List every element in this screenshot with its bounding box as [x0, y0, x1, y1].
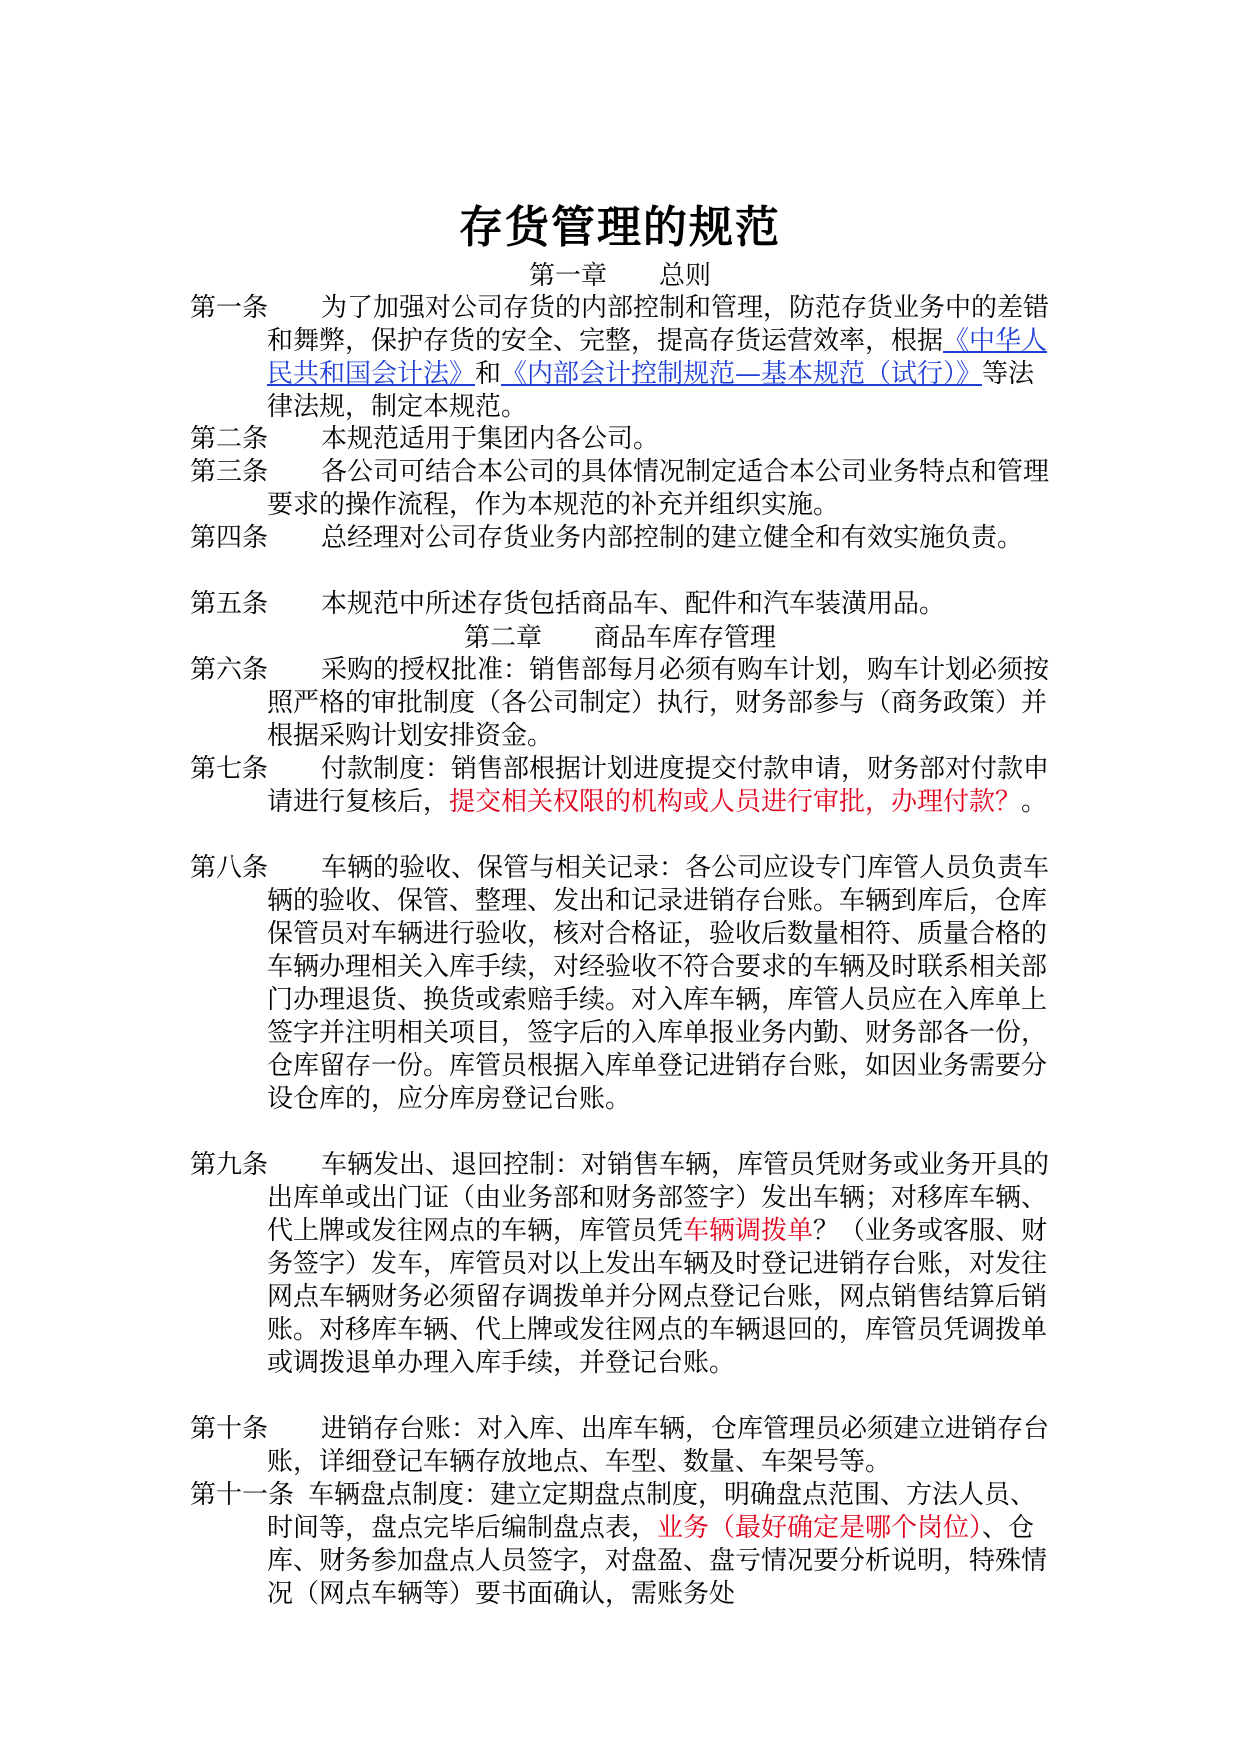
article-text — [267, 522, 1050, 555]
article-text-part: 为了加强对公司存货的内部控制和管理，防范存货业务中的差错和舞弊，保护存货的安全、完整，提高存货运营效率，根据 — [267, 293, 1050, 356]
chapter-heading-2: 第二章 商品车库存管理 — [463, 623, 776, 653]
article-number: 第八条 — [190, 853, 269, 883]
highlighted-comment: 车辆调拨单 — [683, 1216, 814, 1246]
article-number: 第四条 — [190, 523, 269, 553]
article-text-part: 总经理对公司存货业务内部控制的建立健全和有效实施负责。 — [321, 523, 1024, 553]
article-number: 第六条 — [190, 655, 269, 685]
article-text-part: ？（业务或客服、财务签字）发车，库管员对以上发出车辆及时登记进销存台账，对发往网点车辆财务必须留存调拨单并分网点登记台账，网点销售结算后销账。对移库车辆、代上牌或发往网点的车辆退回的，库管员凭调拨单或调拨退单办理入库手续，并登记台账。 — [267, 1216, 1048, 1378]
article-11 — [190, 1479, 1050, 1611]
article-7 — [190, 753, 1050, 819]
article-text-part: 进销存台账：对入库、出库车辆，仓库管理员必须建立进销存台账，详细登记车辆存放地点、车型、数量、车架号等。 — [267, 1414, 1050, 1477]
article-text — [267, 1413, 1050, 1479]
document-title: 存货管理的规范 — [459, 202, 781, 253]
article-text — [267, 753, 1050, 819]
article-1 — [190, 292, 1050, 424]
article-number: 第十条 — [190, 1414, 269, 1444]
article-2 — [190, 423, 1050, 456]
article-text-part: 本规范适用于集团内各公司。 — [321, 424, 660, 454]
chapter-heading-1: 第一章 总则 — [528, 261, 711, 291]
article-10 — [190, 1413, 1050, 1479]
article-text — [267, 1149, 1050, 1380]
article-text-part: 、仓库、财务参加盘点人员签字，对盘盈、盘亏情况要分析说明，特殊情况（网点车辆等）要书面确认，需账务处 — [267, 1513, 1048, 1609]
article-number: 第一条 — [190, 293, 269, 323]
article-number: 第二条 — [190, 424, 269, 454]
article-5 — [190, 588, 1050, 621]
article-text-part: 付款制度：销售部根据计划进度提交付款申请，财务部对付款申请进行复核后， — [267, 754, 1050, 817]
article-text — [267, 456, 1050, 522]
article-8 — [190, 852, 1050, 1116]
article-number: 第五条 — [190, 589, 269, 619]
article-text-part: 本规范中所述存货包括商品车、配件和汽车装潢用品。 — [321, 589, 946, 619]
article-text-part: 车辆的验收、保管与相关记录：各公司应设专门库管人员负责车辆的验收、保管、整理、发出和记录进销存台账。车辆到库后，仓库保管员对车辆进行验收，核对合格证，验收后数量相符、质量合格的车辆办理相关入库手续，对经验收不符合要求的车辆及时联系相关部门办理退货、换货或索赔手续。对入库车辆，库管人员应在入库单上签字并注明相关项目，签字后的入库单报业务内勤、财务部各一份，仓库留存一份。库管员根据入库单登记进销存台账，如因业务需要分设仓库的，应分库房登记台账。 — [267, 853, 1050, 1114]
law-link-accounting[interactable]: 《中华人民共和国会计法》 — [267, 326, 1048, 389]
article-text-part: 和 — [475, 359, 502, 389]
article-text-part: 各公司可结合本公司的具体情况制定适合本公司业务特点和管理要求的操作流程，作为本规范的补充并组织实施。 — [267, 457, 1050, 520]
highlighted-comment: 业务（最好确定是哪个岗位） — [657, 1513, 983, 1543]
article-text — [267, 292, 1050, 424]
article-9 — [190, 1149, 1050, 1380]
article-text — [267, 588, 1050, 621]
article-4 — [190, 522, 1050, 555]
article-number: 第七条 — [190, 754, 269, 784]
article-number: 第三条 — [190, 457, 269, 487]
article-number: 第十一条 — [190, 1480, 295, 1510]
article-text-part: 车辆盘点制度：建立定期盘点制度，明确盘点范围、方法人员、时间等，盘点完毕后编制盘点表， — [267, 1480, 1037, 1543]
article-text-part: 车辆发出、退回控制：对销售车辆，库管员凭财务或业务开具的出库单或出门证（由业务部和财务部签字）发出车辆；对移库车辆、代上牌或发往网点的车辆，库管员凭 — [267, 1150, 1050, 1246]
highlighted-comment: 提交相关权限的机构或人员进行审批，办理付款？ — [449, 787, 1022, 817]
article-number: 第九条 — [190, 1150, 269, 1180]
article-text-part: 等法律法规，制定本规范。 — [267, 359, 1035, 422]
article-6 — [190, 654, 1050, 753]
article-text-part: 采购的授权批准：销售部每月必须有购车计划，购车计划必须按照严格的审批制度（各公司制定）执行，财务部参与（商务政策）并根据采购计划安排资金。 — [267, 655, 1050, 751]
article-text-part: 。 — [1021, 787, 1048, 817]
article-text — [267, 1479, 1050, 1611]
article-text — [267, 654, 1050, 753]
article-3 — [190, 456, 1050, 522]
article-text — [267, 852, 1050, 1116]
law-link-internal-control[interactable]: 《内部会计控制规范—基本规范（试行）》 — [501, 359, 983, 389]
article-text — [267, 423, 1050, 456]
